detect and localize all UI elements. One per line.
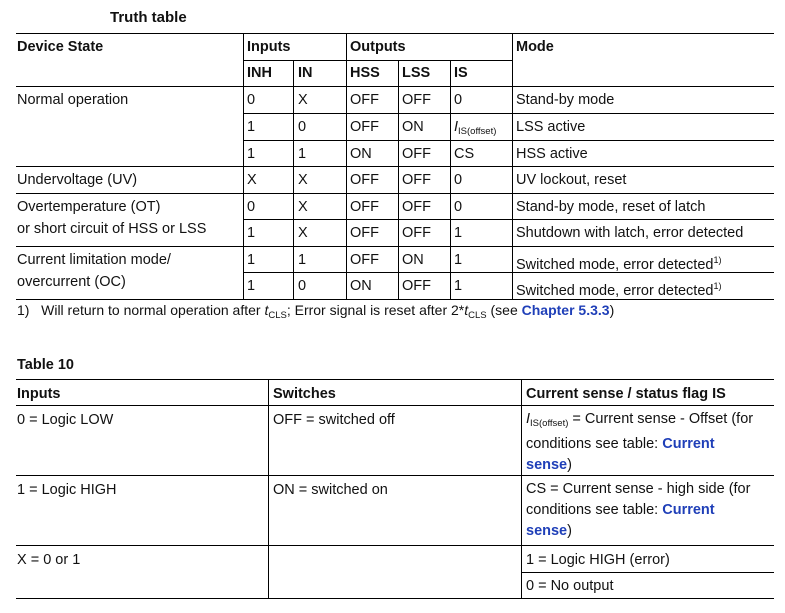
rule (244, 113, 774, 114)
t10-sense-offset (526, 409, 771, 476)
rule (244, 140, 774, 141)
footnote-number: 1) (17, 302, 30, 318)
sense-text: ) (567, 523, 572, 539)
header-device-state: Device State (17, 39, 104, 55)
rule (293, 60, 294, 299)
cell-in: 1 (298, 252, 307, 268)
footnote-marker: 1) (713, 281, 722, 291)
state-cl-line1: Current limitation mode/ (17, 252, 171, 268)
cell-in: 0 (298, 119, 307, 135)
t10-header-switches: Switches (273, 386, 336, 402)
rule (243, 33, 244, 299)
cell-hss: OFF (350, 225, 379, 241)
cell-is: 0 (454, 172, 463, 188)
sense-text: = Current sense - Offset (for (568, 411, 754, 427)
sense-text: CS = Current sense - high side (for (526, 481, 751, 497)
tcls-symbol: t (464, 302, 469, 318)
cell-inh: 0 (247, 92, 256, 108)
cell-mode (516, 277, 721, 300)
header-in: IN (298, 65, 313, 81)
cell-mode: Shutdown with latch, error detected (516, 225, 744, 241)
tcls-symbol: t (264, 302, 269, 318)
t10-sense-high: 1 = Logic HIGH (error) (526, 552, 670, 568)
rule (16, 86, 774, 87)
tcls-subscript: CLS (268, 310, 287, 321)
table10-title: Table 10 (17, 357, 74, 373)
mode-text: Switched mode, error detected (516, 257, 714, 273)
rule (16, 379, 774, 380)
t10-input-high: 1 = Logic HIGH (17, 482, 117, 498)
cell-is: 1 (454, 225, 463, 241)
cell-in: 0 (298, 278, 307, 294)
header-inh: INH (247, 65, 272, 81)
cell-is: 1 (454, 252, 463, 268)
current-sense-link[interactable]: Current (662, 436, 715, 452)
rule (16, 193, 774, 194)
cell-inh: 1 (247, 146, 256, 162)
cell-lss: ON (402, 252, 424, 268)
cell-hss: ON (350, 146, 372, 162)
rule (244, 60, 512, 61)
header-is: IS (454, 65, 468, 81)
header-lss: LSS (402, 65, 431, 81)
is-symbol: I (526, 411, 531, 427)
cell-lss: OFF (402, 92, 431, 108)
cell-lss: OFF (402, 146, 431, 162)
t10-input-x: X = 0 or 1 (17, 552, 81, 568)
is-symbol: I (454, 119, 459, 135)
cell-in: 1 (298, 146, 307, 162)
cell-inh: 0 (247, 199, 256, 215)
cell-hss: OFF (350, 92, 379, 108)
cell-hss: OFF (350, 119, 379, 135)
current-sense-link[interactable]: Current (662, 502, 715, 518)
rule (450, 60, 451, 299)
t10-switch-on: ON = switched on (273, 482, 388, 498)
truth-table-title: Truth table (110, 9, 187, 26)
state-ot-line1: Overtemperature (OT) (17, 199, 161, 215)
cell-inh: 1 (247, 119, 256, 135)
rule (398, 60, 399, 299)
footnote (17, 301, 614, 325)
cell-hss: ON (350, 278, 372, 294)
footnote-text: (see (486, 302, 522, 318)
cell-inh: 1 (247, 225, 256, 241)
cell-lss: OFF (402, 199, 431, 215)
t10-input-low: 0 = Logic LOW (17, 412, 114, 428)
cell-mode: Stand-by mode (516, 92, 615, 108)
cell-mode: HSS active (516, 146, 588, 162)
cell-hss: OFF (350, 199, 379, 215)
rule (512, 33, 513, 299)
state-normal: Normal operation (17, 92, 129, 108)
footnote-text: ) (609, 302, 615, 318)
footnote-text: ; Error signal is reset after 2* (286, 302, 465, 318)
is-subscript: IS(offset) (530, 418, 569, 429)
t10-header-inputs: Inputs (17, 386, 61, 402)
header-mode: Mode (516, 39, 554, 55)
header-outputs: Outputs (350, 39, 406, 55)
cell-lss: ON (402, 119, 424, 135)
cell-inh: X (247, 172, 257, 188)
header-inputs: Inputs (247, 39, 291, 55)
t10-header-sense: Current sense / status flag IS (526, 386, 726, 402)
current-sense-link[interactable]: sense (526, 457, 568, 473)
cell-in: X (298, 225, 308, 241)
header-hss: HSS (350, 65, 380, 81)
rule (522, 572, 774, 573)
rule (16, 246, 774, 247)
state-uv: Undervoltage (UV) (17, 172, 138, 188)
footnote-marker: 1) (713, 255, 722, 265)
cell-mode: LSS active (516, 119, 586, 135)
cell-hss: OFF (350, 172, 379, 188)
tcls-subscript: CLS (468, 310, 487, 321)
cell-in: X (298, 199, 308, 215)
cell-mode: Stand-by mode, reset of latch (516, 199, 706, 215)
chapter-link[interactable]: Chapter 5.3.3 (521, 302, 610, 318)
rule (16, 545, 774, 546)
cell-inh: 1 (247, 278, 256, 294)
cell-hss: OFF (350, 252, 379, 268)
rule (521, 379, 522, 598)
cell-in: X (298, 92, 308, 108)
sense-text: conditions see table: (526, 436, 663, 452)
current-sense-link[interactable]: sense (526, 523, 568, 539)
rule (16, 166, 774, 167)
sense-text: conditions see table: (526, 502, 663, 518)
rule (16, 405, 774, 406)
cell-lss: OFF (402, 172, 431, 188)
footnote-text: Will return to normal operation after (41, 302, 265, 318)
cell-is: 0 (454, 199, 463, 215)
cell-lss: OFF (402, 225, 431, 241)
cell-lss: OFF (402, 278, 431, 294)
cell-mode: UV lockout, reset (516, 172, 627, 188)
mode-text: Switched mode, error detected (516, 283, 714, 299)
t10-sense-cs (526, 479, 771, 542)
t10-sense-none: 0 = No output (526, 578, 614, 594)
state-ot-line2: or short circuit of HSS or LSS (17, 221, 207, 237)
rule (16, 33, 774, 34)
cell-is-offset (454, 118, 496, 141)
rule (16, 598, 774, 599)
cell-is: CS (454, 146, 475, 162)
cell-is: 0 (454, 92, 463, 108)
is-subscript: IS(offset) (458, 126, 497, 137)
t10-switch-off: OFF = switched off (273, 412, 395, 428)
cell-is: 1 (454, 278, 463, 294)
rule (346, 33, 347, 299)
rule (244, 219, 774, 220)
cell-inh: 1 (247, 252, 256, 268)
cell-in: X (298, 172, 308, 188)
cell-mode (516, 251, 721, 274)
state-cl-line2: overcurrent (OC) (17, 274, 126, 290)
sense-text: ) (567, 457, 572, 473)
rule (268, 379, 269, 598)
